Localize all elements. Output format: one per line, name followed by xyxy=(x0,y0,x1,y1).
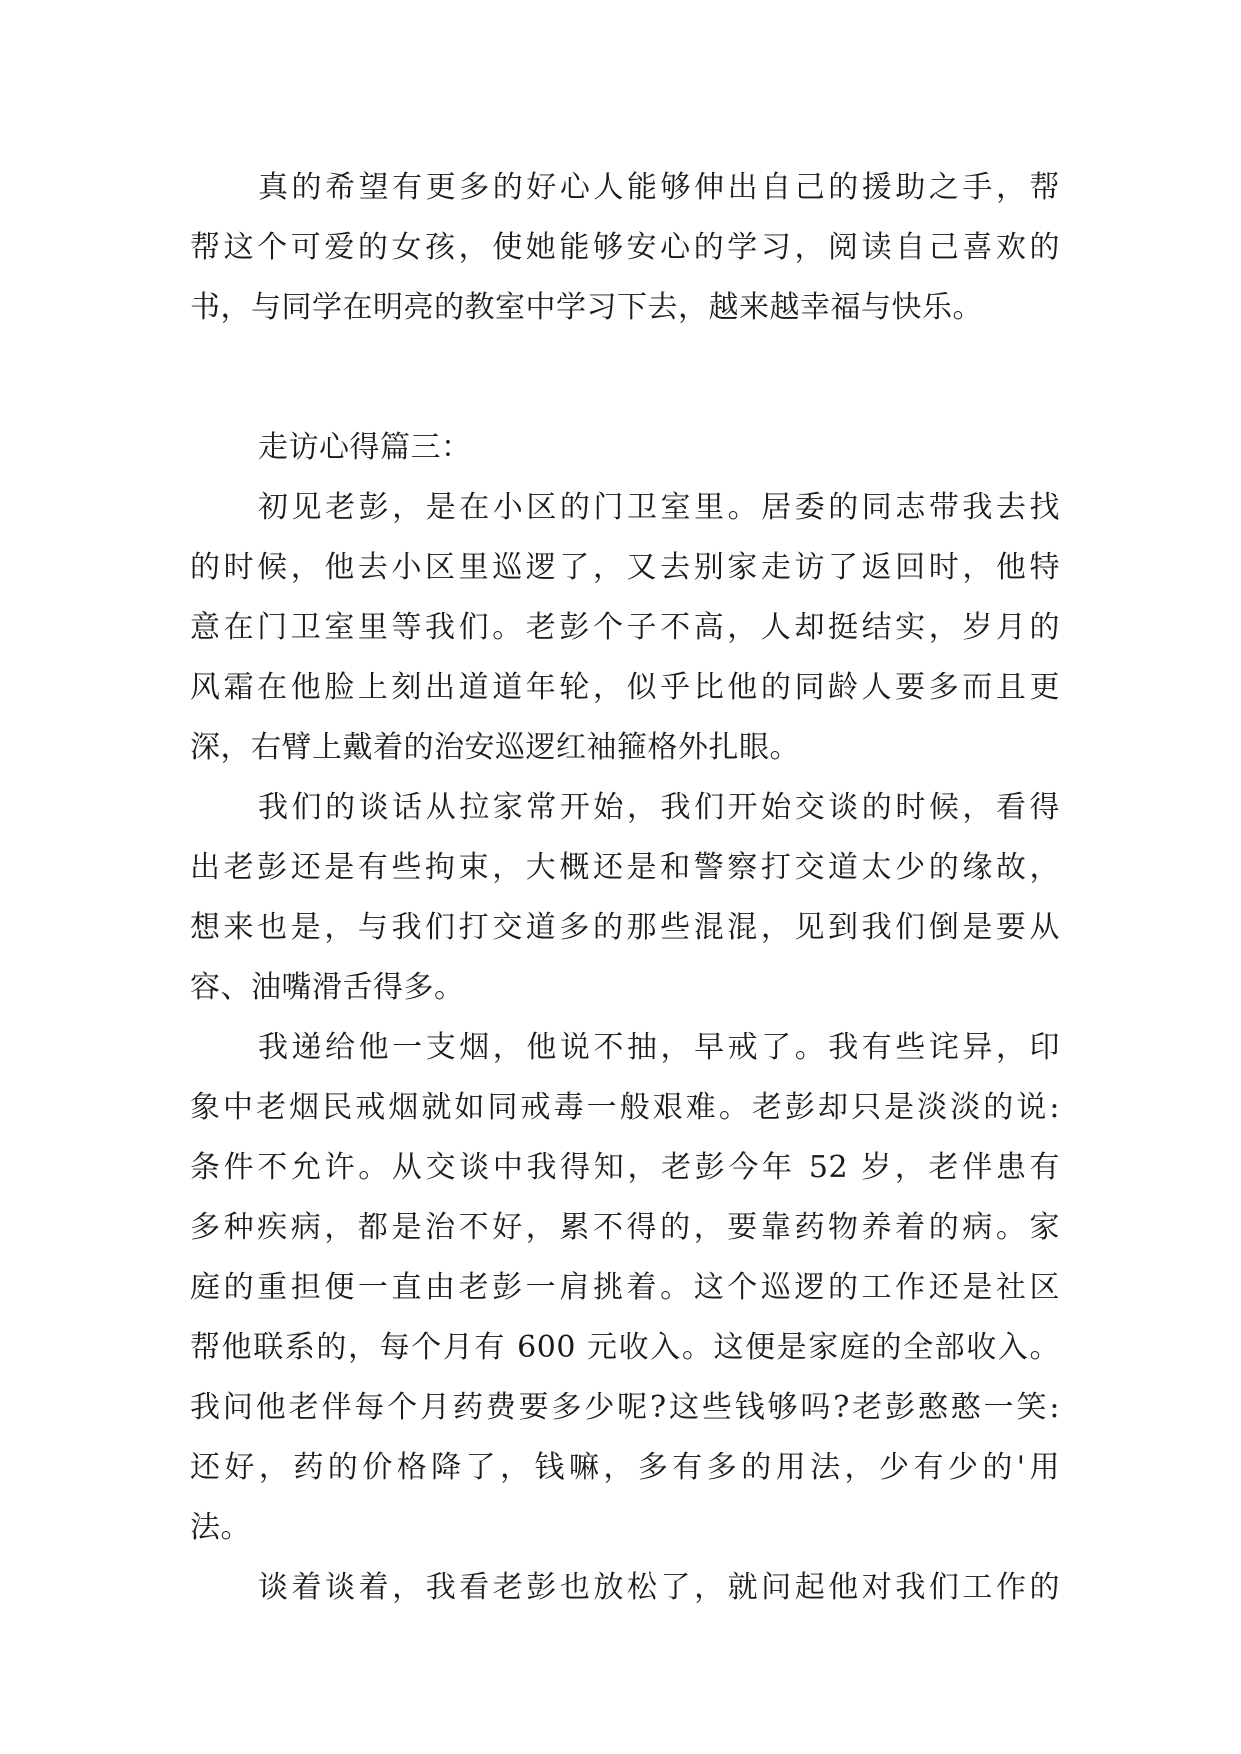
paragraph-first-meeting xyxy=(190,478,1060,778)
text-line: 我问他老伴每个月药费要多少呢?这些钱够吗?老彭憨憨一笑: xyxy=(190,1390,1060,1425)
text-line: 帮这个可爱的女孩，使她能够安心的学习，阅读自己喜欢的 xyxy=(190,230,1060,265)
text-line: 书，与同学在明亮的教室中学习下去，越来越幸福与快乐。 xyxy=(190,290,983,325)
text-line: 想来也是，与我们打交道多的那些混混，见到我们倒是要从 xyxy=(190,910,1060,945)
paragraph-gap xyxy=(190,338,1060,418)
text-line: 还好，药的价格降了，钱嘛，多有多的用法，少有少的'用 xyxy=(190,1450,1060,1485)
text-line: 的时候，他去小区里巡逻了，又去别家走访了返回时，他特 xyxy=(190,550,1060,585)
text-line: 多种疾病，都是治不好，累不得的，要靠药物养着的病。家 xyxy=(190,1210,1060,1245)
paragraph-cigarette xyxy=(190,1018,1060,1558)
section-heading xyxy=(190,418,1060,478)
text-line: 法。 xyxy=(190,1510,251,1545)
text-line: 帮他联系的，每个月有 600 元收入。这便是家庭的全部收入。 xyxy=(190,1330,1060,1365)
text-line: 容、油嘴滑舌得多。 xyxy=(190,970,465,1005)
text-line: 深，右臂上戴着的治安巡逻红袖箍格外扎眼。 xyxy=(190,730,800,765)
paragraph-appeal xyxy=(190,158,1060,338)
text-line: 我递给他一支烟，他说不抽，早戒了。我有些诧异，印 xyxy=(258,1030,1060,1065)
document-page xyxy=(190,158,1060,1618)
text-line: 真的希望有更多的好心人能够伸出自己的援助之手，帮 xyxy=(258,170,1060,205)
text-line: 风霜在他脸上刻出道道年轮，似乎比他的同龄人要多而且更 xyxy=(190,670,1060,705)
text-line: 条件不允许。从交谈中我得知，老彭今年 52 岁，老伴患有 xyxy=(190,1150,1060,1185)
text-line: 意在门卫室里等我们。老彭个子不高，人却挺结实，岁月的 xyxy=(190,610,1060,645)
text-line: 初见老彭，是在小区的门卫室里。居委的同志带我去找 xyxy=(258,490,1060,525)
text-line: 谈着谈着，我看老彭也放松了，就问起他对我们工作的 xyxy=(258,1570,1060,1605)
paragraph-conversation xyxy=(190,778,1060,1018)
text-line: 出老彭还是有些拘束，大概还是和警察打交道太少的缘故， xyxy=(190,850,1060,885)
text-line: 庭的重担便一直由老彭一肩挑着。这个巡逻的工作还是社区 xyxy=(190,1270,1060,1305)
text-line: 象中老烟民戒烟就如同戒毒一般艰难。老彭却只是淡淡的说: xyxy=(190,1090,1060,1125)
text-line: 我们的谈话从拉家常开始，我们开始交谈的时候，看得 xyxy=(258,790,1060,825)
paragraph-continued xyxy=(190,1558,1060,1618)
section-title: 走访心得篇三： xyxy=(258,430,472,465)
